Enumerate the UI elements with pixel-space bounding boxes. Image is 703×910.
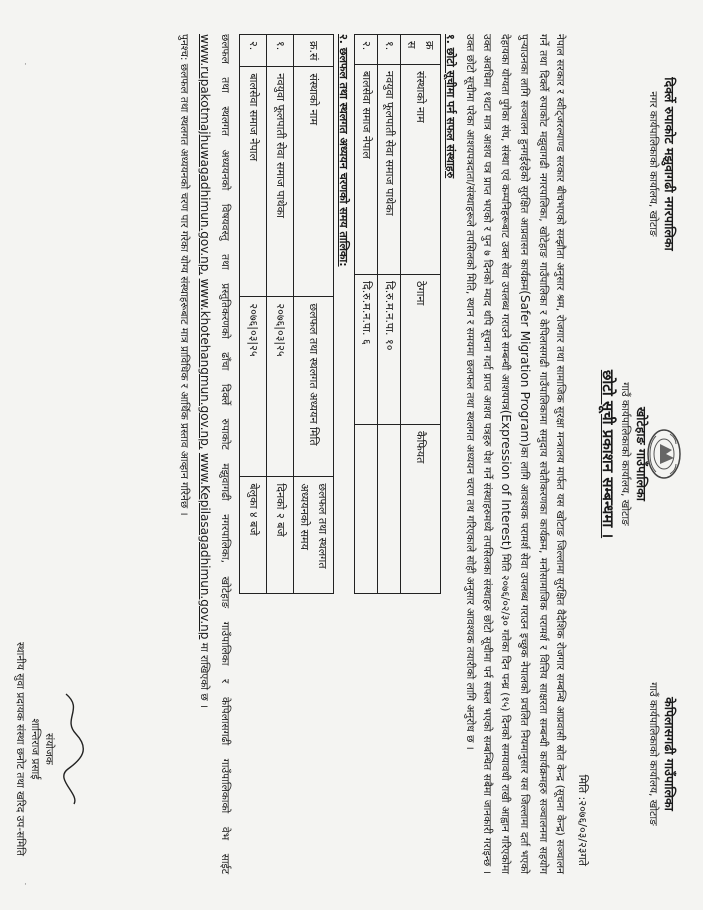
signatory-title: स्थानीय सुवा प्रदायक संस्था छनोट तथा खरिद उप-समिति bbox=[14, 642, 27, 856]
table-cell: १. bbox=[266, 35, 293, 67]
table-cell: २०७६|०३|२५ bbox=[239, 297, 266, 477]
header-right-title: केपिलासगढी गाउँपालिका bbox=[662, 697, 677, 811]
header-left-municipality bbox=[645, 34, 678, 294]
table-cell bbox=[355, 425, 378, 594]
table-row bbox=[239, 35, 266, 594]
table-header-row bbox=[400, 35, 441, 594]
signatory-name: शान्तिराज प्रसाई bbox=[28, 718, 41, 780]
table-row bbox=[377, 35, 400, 594]
signature-scribble-icon bbox=[60, 689, 86, 809]
notice-body bbox=[174, 34, 568, 874]
program-name-english: (Safer Migration Program) bbox=[518, 290, 532, 447]
header-center-subtitle: गाउँ कार्यपालिकाको कार्यालय, खोटाङ bbox=[618, 382, 631, 526]
header-right-municipality bbox=[645, 634, 678, 874]
table-cell: नवयुवा फूलपाती सेवा समाज पाथेका bbox=[377, 65, 400, 275]
table-cell: दि.रु.म.न.पा. १० bbox=[377, 275, 400, 425]
table-cell: दि.रु.म.न.पा. ६ bbox=[355, 275, 378, 425]
header-center-municipality bbox=[617, 334, 686, 574]
paragraph-part-3: मिति २०७६/०२/३० गतेका दिन पन्ध्र (१५) दिनको समयावधी राखी आह्वान गरिएकोमा उक्त अवधिमा १थटा मात्र आशय पत्र प्राप्त भएको र पुन ७ दिनको म्याद थपि सूचना गर्दा प्राप्त आशय पत्रहरु पेश गर्ने संस्थाहरुमध्ये तपसिलका संस्थाहरु छोटो सूचीमा पर्न सफल भएको सम्बन्धित सबैमा जानकारी गराइन्छ । उक्त छोटो सूचीमा परेका आशयपत्रदाता/संस्थाहरूले तपसिलको मिति, स्थान र समयमा छलफल तथा स्थलगत अध्ययन चरण तथ गरिएकाले सोही अनुसार आवश्यक तयारीको लागि अनुरोध छ । bbox=[464, 34, 511, 875]
closing-paragraph bbox=[174, 34, 233, 874]
schedule-table bbox=[239, 34, 335, 594]
table-cell bbox=[377, 425, 400, 594]
scan-speck: · bbox=[24, 880, 27, 890]
paragraph-part-2: का लागि आवश्यक परामर्श सेवा उपलब्ध गराउन इच्छुक नेपालको प्रचलित नियमानुसार यस जिल्लामा दर्ता भएको देहायका योग्यता पुगेका संघ, संस्था एवं कम्पनिहरूबाट उक्त सेवा उपलब्ध गराउने सम्बन्धी आशयपत्र bbox=[498, 34, 530, 874]
signature-block bbox=[13, 624, 86, 874]
table-cell: दिनको २ बजे bbox=[266, 477, 293, 594]
scan-speck: · bbox=[24, 60, 27, 70]
notice-date: मिति :२०७६/०३/२३गते bbox=[576, 774, 589, 866]
table-header-row bbox=[293, 35, 334, 594]
eoi-english: (Expression of Interest) bbox=[498, 409, 513, 551]
table-cell: १. bbox=[377, 35, 400, 65]
closing-text-end: मा राखिएको छ । bbox=[197, 642, 210, 709]
table-cell: २. bbox=[239, 35, 266, 67]
table-header-cell: छलफल तथा स्थलगत अध्ययन मिति bbox=[293, 297, 334, 477]
table-cell: बालसेवा समाज नेपाल bbox=[239, 67, 266, 297]
table-cell: २०७६|०३|२५ bbox=[266, 297, 293, 477]
website-link-rupakot[interactable]: www.rupakotmajhuwagadhimun.gov.np, bbox=[197, 34, 212, 276]
notice-paragraph bbox=[461, 34, 568, 874]
header-left-subtitle: नगर कार्यपालिकाको कार्यालय, खोटाङ bbox=[646, 91, 659, 237]
table-header-cell: छलफल तथा स्थलगत अध्ययनको समय bbox=[293, 477, 334, 594]
table-header-cell: क्र स bbox=[400, 35, 441, 65]
table-cell: बेलुका ४ बजे bbox=[239, 477, 266, 594]
shortlist-table bbox=[354, 34, 441, 594]
table-row bbox=[266, 35, 293, 594]
header-right-subtitle: गाउँ कार्यपालिकाको कार्यालय, खोटाङ bbox=[646, 682, 659, 826]
table-header-cell: क्र.सं bbox=[293, 35, 334, 67]
paragraph-part-1: नेपाल सरकार र स्वीट्जरल्याण्ड सरकार बीचभएको सम्झौता अनुसार श्रम, रोजगार तथा सामाजिक सुरक्षा मन्त्रालय मार्फत यस खोटाङ जिल्लामा सुरक्षित वैदेशिक रोजगार सम्बन्धि आप्रवासी स्रोत केन्द्र (सूचना केन्द्र) सञ्चालन गर्ने तथा दिर्क्ले रुपाकोट मझुवागढी नगरपालिका, खोटेहाङ गाउँपालिका र केपिलासगढी गाउँपालिकामा समुदाय सचेतीकरणका कार्यक्रम, मनोसामाजिक परामर्श र वित्तिय साक्षरता सम्बन्धी कार्यक्रमहरु सञ्चालनमा सहयोग पुर्‍याउनका लागि सञ्चालन हुनगईरहेको सुरक्षित आप्रवासन कार्यक्रम bbox=[518, 34, 566, 874]
website-link-kepilasagadhi[interactable]: www.Kepilasagadhimun.gov.np bbox=[197, 452, 212, 640]
table-header-cell: संस्थाको नाम bbox=[293, 67, 334, 297]
header-center-title: खोटेहाङ गाउँपालिका bbox=[634, 407, 649, 501]
table-cell: बालसेवा समाज नेपाल bbox=[355, 65, 378, 275]
table-row bbox=[355, 35, 378, 594]
table-cell: २. bbox=[355, 35, 378, 65]
header-left-title: दिर्क्ले रुपाकोट मझुवागढी नगरपालिका bbox=[662, 77, 677, 251]
table-header-cell: कैफियत bbox=[400, 425, 441, 594]
table-cell: नवयुवा फूलपाती सेवा समाज पाथेका bbox=[266, 67, 293, 297]
signatory-role: संयोजक bbox=[42, 733, 55, 765]
closing-text: छलफल तथा स्थलगत अध्ययनको विषयवस्तु तथा प्रस्तुतिकरणको ढाँचा दिर्क्ले रुपाकोट मझुवागढी नगरपालिका, खोटेहाङ गाउँपालिका र केपिलासगढी गाउँपालिकाको वेभ साईट bbox=[218, 34, 231, 874]
section1-title: १. छोटो सूचीमा पर्न सफल संस्थाहरु bbox=[444, 34, 458, 179]
table-header-cell: संस्थाको नाम bbox=[400, 65, 441, 275]
rotated-notice-sheet bbox=[0, 14, 690, 894]
section2-title: २. छलफल तथा स्थलगत अध्ययन चरणको समय तालिका: bbox=[337, 34, 351, 267]
notice-subject: छोटो सूची प्रकाशन सम्बन्धमा । bbox=[599, 369, 617, 539]
postscript-note: पुनश्च: छलफल तथा स्थलगत अध्ययनको चरण पार गरेका योग्य संस्थाहरूबाट मात्र प्राविधिक र आर्थिक प्रस्ताव आव्हान गरिनेछ । bbox=[177, 34, 190, 516]
website-link-khotehang[interactable]: www.khotehangmun.gov.np, bbox=[197, 278, 212, 450]
table-header-cell: ठेगाना bbox=[400, 275, 441, 425]
